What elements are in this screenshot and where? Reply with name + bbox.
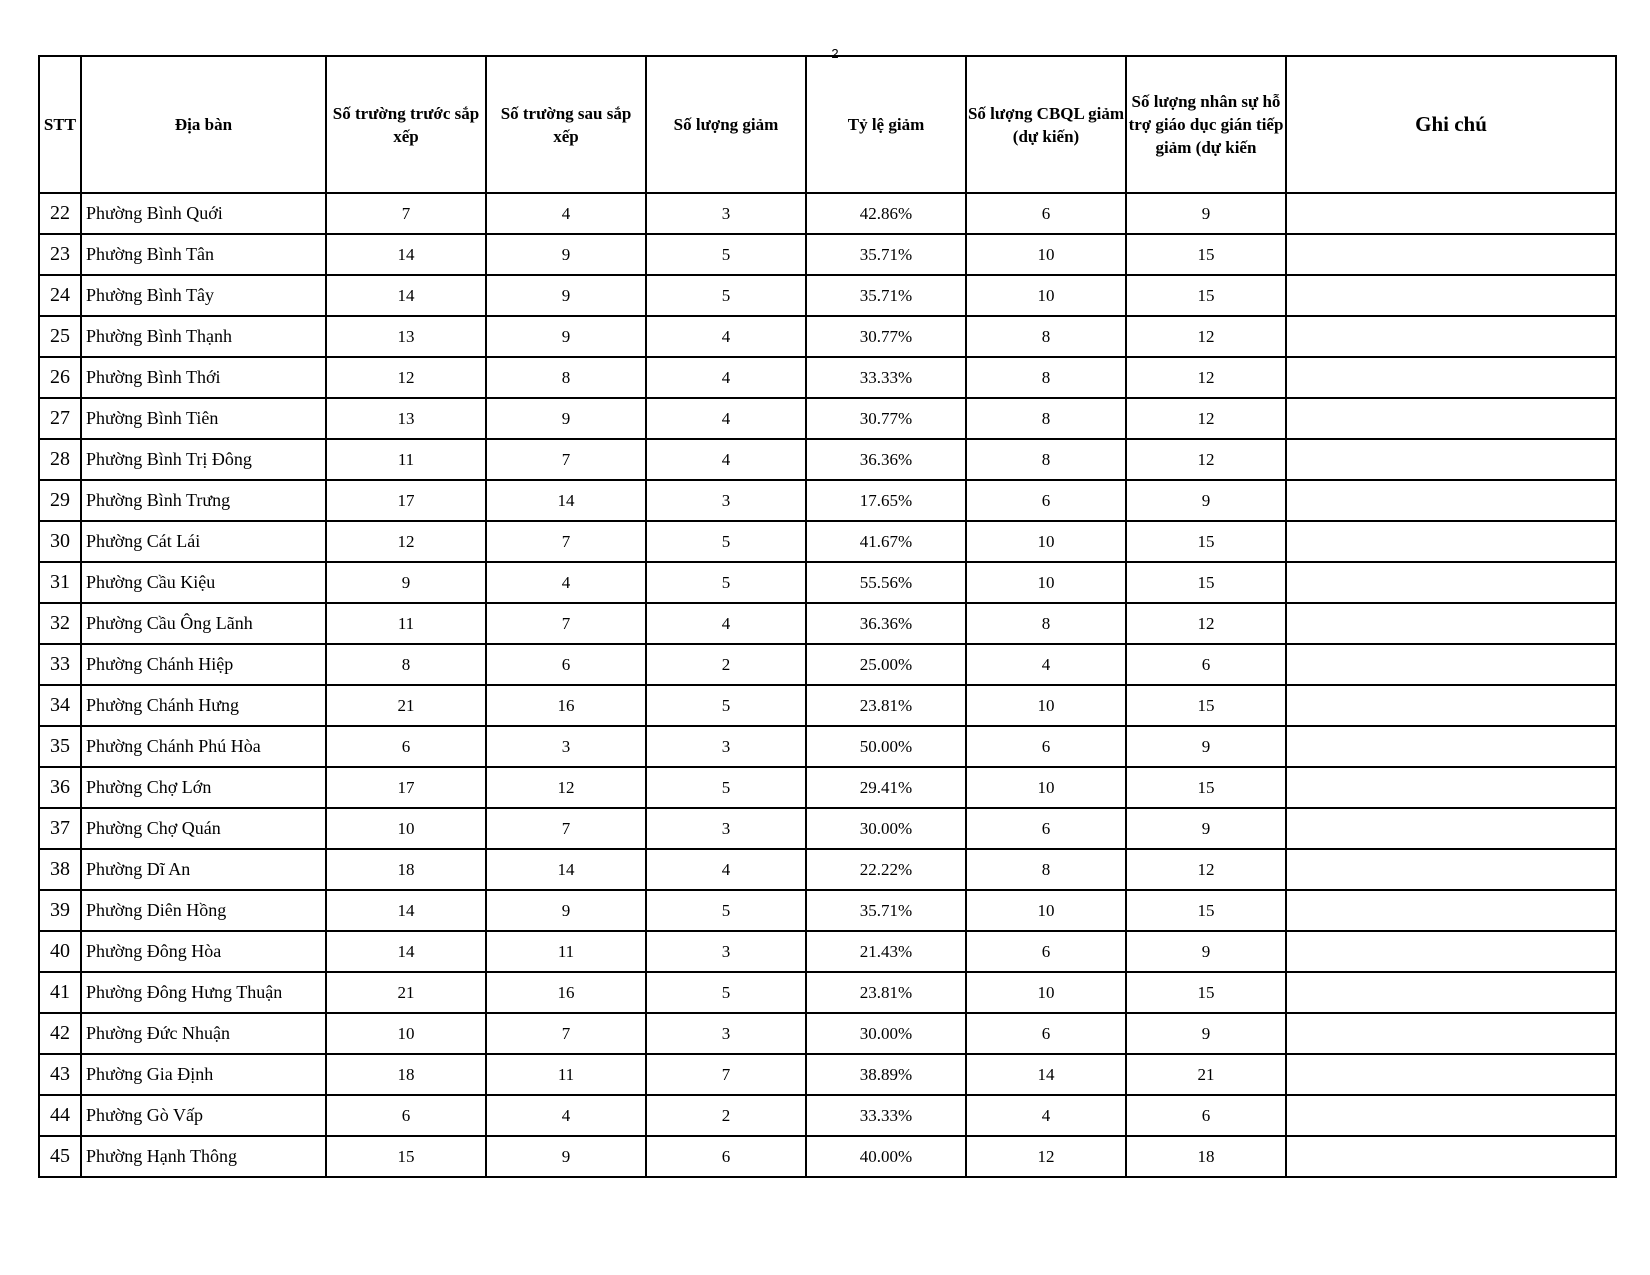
cell-schools-after: 7 — [486, 439, 646, 480]
cell-schools-before: 21 — [326, 685, 486, 726]
cell-area: Phường Chánh Phú Hòa — [81, 726, 326, 767]
cell-cbql-reduced: 10 — [966, 521, 1126, 562]
cell-schools-before: 10 — [326, 808, 486, 849]
cell-note — [1286, 521, 1616, 562]
cell-schools-after: 7 — [486, 603, 646, 644]
cell-reduction-rate: 30.00% — [806, 1013, 966, 1054]
cell-stt: 25 — [39, 316, 81, 357]
table-row — [39, 439, 1616, 480]
table-row — [39, 480, 1616, 521]
table-row — [39, 972, 1616, 1013]
cell-reduced-count: 5 — [646, 767, 806, 808]
cell-area: Phường Bình Tân — [81, 234, 326, 275]
cell-schools-after: 14 — [486, 480, 646, 521]
cell-reduction-rate: 38.89% — [806, 1054, 966, 1095]
cell-reduced-count: 5 — [646, 234, 806, 275]
header-support-staff-reduced: Số lượng nhân sự hỗ trợ giáo dục gián tiếp giảm (dự kiến — [1126, 56, 1286, 193]
cell-area: Phường Bình Tiên — [81, 398, 326, 439]
table-row — [39, 316, 1616, 357]
cell-area: Phường Gò Vấp — [81, 1095, 326, 1136]
cell-area: Phường Diên Hồng — [81, 890, 326, 931]
cell-stt: 24 — [39, 275, 81, 316]
cell-support-staff-reduced: 12 — [1126, 603, 1286, 644]
cell-area: Phường Bình Quới — [81, 193, 326, 234]
table-row — [39, 1095, 1616, 1136]
cell-support-staff-reduced: 9 — [1126, 808, 1286, 849]
cell-schools-after: 9 — [486, 1136, 646, 1177]
cell-reduction-rate: 22.22% — [806, 849, 966, 890]
cell-stt: 26 — [39, 357, 81, 398]
cell-schools-after: 7 — [486, 808, 646, 849]
cell-area: Phường Chợ Quán — [81, 808, 326, 849]
cell-reduced-count: 3 — [646, 726, 806, 767]
cell-schools-after: 4 — [486, 1095, 646, 1136]
cell-schools-after: 14 — [486, 849, 646, 890]
table-row — [39, 603, 1616, 644]
cell-cbql-reduced: 8 — [966, 849, 1126, 890]
cell-support-staff-reduced: 21 — [1126, 1054, 1286, 1095]
cell-area: Phường Đức Nhuận — [81, 1013, 326, 1054]
table-row — [39, 398, 1616, 439]
cell-cbql-reduced: 10 — [966, 972, 1126, 1013]
cell-reduced-count: 5 — [646, 521, 806, 562]
cell-note — [1286, 767, 1616, 808]
cell-cbql-reduced: 10 — [966, 275, 1126, 316]
cell-reduced-count: 3 — [646, 808, 806, 849]
cell-area: Phường Bình Trị Đông — [81, 439, 326, 480]
cell-note — [1286, 1054, 1616, 1095]
cell-schools-before: 13 — [326, 316, 486, 357]
cell-cbql-reduced: 8 — [966, 603, 1126, 644]
cell-reduction-rate: 41.67% — [806, 521, 966, 562]
cell-stt: 42 — [39, 1013, 81, 1054]
cell-support-staff-reduced: 9 — [1126, 726, 1286, 767]
table-header-row — [39, 56, 1616, 193]
cell-reduction-rate: 30.00% — [806, 808, 966, 849]
cell-reduction-rate: 35.71% — [806, 890, 966, 931]
cell-schools-after: 9 — [486, 234, 646, 275]
cell-stt: 43 — [39, 1054, 81, 1095]
cell-schools-after: 3 — [486, 726, 646, 767]
cell-schools-before: 15 — [326, 1136, 486, 1177]
cell-schools-after: 9 — [486, 316, 646, 357]
cell-reduced-count: 3 — [646, 193, 806, 234]
table-row — [39, 931, 1616, 972]
table-row — [39, 890, 1616, 931]
cell-cbql-reduced: 6 — [966, 480, 1126, 521]
table-row — [39, 275, 1616, 316]
cell-stt: 45 — [39, 1136, 81, 1177]
cell-note — [1286, 603, 1616, 644]
cell-schools-after: 7 — [486, 521, 646, 562]
cell-reduction-rate: 35.71% — [806, 275, 966, 316]
table-row — [39, 808, 1616, 849]
table-row — [39, 1054, 1616, 1095]
cell-reduced-count: 6 — [646, 1136, 806, 1177]
cell-support-staff-reduced: 15 — [1126, 890, 1286, 931]
cell-reduction-rate: 33.33% — [806, 1095, 966, 1136]
cell-support-staff-reduced: 15 — [1126, 562, 1286, 603]
cell-schools-before: 14 — [326, 234, 486, 275]
cell-reduction-rate: 21.43% — [806, 931, 966, 972]
cell-stt: 22 — [39, 193, 81, 234]
schools-reduction-table — [38, 55, 1617, 1178]
cell-stt: 38 — [39, 849, 81, 890]
header-reduced-count: Số lượng giảm — [646, 56, 806, 193]
cell-support-staff-reduced: 15 — [1126, 234, 1286, 275]
cell-note — [1286, 931, 1616, 972]
cell-stt: 40 — [39, 931, 81, 972]
cell-cbql-reduced: 6 — [966, 808, 1126, 849]
cell-reduction-rate: 55.56% — [806, 562, 966, 603]
cell-stt: 27 — [39, 398, 81, 439]
cell-stt: 23 — [39, 234, 81, 275]
cell-reduction-rate: 23.81% — [806, 972, 966, 1013]
cell-note — [1286, 849, 1616, 890]
cell-note — [1286, 808, 1616, 849]
cell-note — [1286, 234, 1616, 275]
cell-cbql-reduced: 10 — [966, 685, 1126, 726]
cell-reduced-count: 5 — [646, 275, 806, 316]
cell-schools-after: 6 — [486, 644, 646, 685]
table-row — [39, 521, 1616, 562]
cell-reduction-rate: 40.00% — [806, 1136, 966, 1177]
cell-note — [1286, 644, 1616, 685]
cell-stt: 29 — [39, 480, 81, 521]
cell-support-staff-reduced: 9 — [1126, 480, 1286, 521]
cell-area: Phường Bình Trưng — [81, 480, 326, 521]
cell-reduced-count: 7 — [646, 1054, 806, 1095]
cell-reduced-count: 5 — [646, 562, 806, 603]
cell-area: Phường Bình Thới — [81, 357, 326, 398]
cell-support-staff-reduced: 18 — [1126, 1136, 1286, 1177]
cell-note — [1286, 316, 1616, 357]
cell-schools-before: 6 — [326, 1095, 486, 1136]
header-note: Ghi chú — [1286, 56, 1616, 193]
table-row — [39, 193, 1616, 234]
cell-support-staff-reduced: 9 — [1126, 193, 1286, 234]
cell-schools-after: 12 — [486, 767, 646, 808]
cell-note — [1286, 480, 1616, 521]
cell-note — [1286, 685, 1616, 726]
table-row — [39, 644, 1616, 685]
cell-stt: 39 — [39, 890, 81, 931]
table-row — [39, 357, 1616, 398]
cell-cbql-reduced: 6 — [966, 726, 1126, 767]
table-row — [39, 685, 1616, 726]
cell-reduction-rate: 30.77% — [806, 398, 966, 439]
cell-schools-before: 12 — [326, 521, 486, 562]
cell-note — [1286, 275, 1616, 316]
cell-reduction-rate: 25.00% — [806, 644, 966, 685]
cell-support-staff-reduced: 15 — [1126, 767, 1286, 808]
cell-support-staff-reduced: 15 — [1126, 275, 1286, 316]
cell-support-staff-reduced: 6 — [1126, 644, 1286, 685]
cell-schools-before: 11 — [326, 603, 486, 644]
cell-cbql-reduced: 6 — [966, 1013, 1126, 1054]
cell-support-staff-reduced: 6 — [1126, 1095, 1286, 1136]
cell-support-staff-reduced: 9 — [1126, 931, 1286, 972]
cell-reduced-count: 5 — [646, 685, 806, 726]
cell-schools-before: 10 — [326, 1013, 486, 1054]
table-row — [39, 767, 1616, 808]
cell-note — [1286, 439, 1616, 480]
cell-reduced-count: 3 — [646, 931, 806, 972]
cell-area: Phường Đông Hưng Thuận — [81, 972, 326, 1013]
cell-note — [1286, 1095, 1616, 1136]
cell-reduced-count: 4 — [646, 398, 806, 439]
cell-support-staff-reduced: 12 — [1126, 357, 1286, 398]
cell-reduced-count: 4 — [646, 603, 806, 644]
cell-support-staff-reduced: 12 — [1126, 439, 1286, 480]
cell-schools-before: 7 — [326, 193, 486, 234]
cell-reduced-count: 4 — [646, 439, 806, 480]
cell-stt: 34 — [39, 685, 81, 726]
cell-schools-before: 13 — [326, 398, 486, 439]
cell-cbql-reduced: 10 — [966, 767, 1126, 808]
cell-stt: 30 — [39, 521, 81, 562]
cell-schools-after: 4 — [486, 193, 646, 234]
cell-schools-after: 16 — [486, 685, 646, 726]
cell-area: Phường Gia Định — [81, 1054, 326, 1095]
cell-schools-after: 4 — [486, 562, 646, 603]
cell-reduction-rate: 29.41% — [806, 767, 966, 808]
cell-reduced-count: 3 — [646, 480, 806, 521]
cell-area: Phường Chánh Hưng — [81, 685, 326, 726]
header-reduction-rate: Tỷ lệ giảm — [806, 56, 966, 193]
cell-cbql-reduced: 12 — [966, 1136, 1126, 1177]
cell-cbql-reduced: 4 — [966, 1095, 1126, 1136]
cell-area: Phường Bình Tây — [81, 275, 326, 316]
cell-reduction-rate: 36.36% — [806, 439, 966, 480]
cell-reduction-rate: 50.00% — [806, 726, 966, 767]
cell-support-staff-reduced: 15 — [1126, 972, 1286, 1013]
cell-note — [1286, 398, 1616, 439]
cell-reduction-rate: 35.71% — [806, 234, 966, 275]
cell-reduction-rate: 17.65% — [806, 480, 966, 521]
cell-schools-before: 14 — [326, 275, 486, 316]
cell-stt: 35 — [39, 726, 81, 767]
cell-schools-before: 18 — [326, 849, 486, 890]
cell-reduced-count: 5 — [646, 972, 806, 1013]
cell-schools-after: 9 — [486, 890, 646, 931]
cell-schools-before: 21 — [326, 972, 486, 1013]
cell-schools-before: 11 — [326, 439, 486, 480]
cell-reduced-count: 5 — [646, 890, 806, 931]
cell-reduced-count: 3 — [646, 1013, 806, 1054]
table-row — [39, 849, 1616, 890]
cell-area: Phường Chợ Lớn — [81, 767, 326, 808]
cell-reduction-rate: 42.86% — [806, 193, 966, 234]
cell-area: Phường Đông Hòa — [81, 931, 326, 972]
cell-reduced-count: 4 — [646, 849, 806, 890]
cell-stt: 32 — [39, 603, 81, 644]
page-number: 2 — [831, 46, 839, 61]
cell-area: Phường Cát Lái — [81, 521, 326, 562]
cell-schools-after: 16 — [486, 972, 646, 1013]
cell-note — [1286, 193, 1616, 234]
header-area: Địa bàn — [81, 56, 326, 193]
cell-support-staff-reduced: 12 — [1126, 316, 1286, 357]
cell-cbql-reduced: 10 — [966, 562, 1126, 603]
header-stt: STT — [39, 56, 81, 193]
cell-cbql-reduced: 10 — [966, 890, 1126, 931]
header-schools-after: Số trường sau sắp xếp — [486, 56, 646, 193]
cell-note — [1286, 890, 1616, 931]
cell-reduction-rate: 36.36% — [806, 603, 966, 644]
cell-cbql-reduced: 8 — [966, 357, 1126, 398]
cell-schools-before: 14 — [326, 931, 486, 972]
cell-support-staff-reduced: 12 — [1126, 849, 1286, 890]
cell-support-staff-reduced: 9 — [1126, 1013, 1286, 1054]
cell-support-staff-reduced: 12 — [1126, 398, 1286, 439]
cell-area: Phường Hạnh Thông — [81, 1136, 326, 1177]
cell-support-staff-reduced: 15 — [1126, 521, 1286, 562]
cell-schools-after: 7 — [486, 1013, 646, 1054]
cell-schools-after: 9 — [486, 398, 646, 439]
cell-schools-after: 11 — [486, 931, 646, 972]
cell-note — [1286, 1013, 1616, 1054]
table-row — [39, 234, 1616, 275]
cell-reduced-count: 4 — [646, 316, 806, 357]
table-row — [39, 726, 1616, 767]
cell-area: Phường Cầu Kiệu — [81, 562, 326, 603]
table-row — [39, 562, 1616, 603]
cell-reduction-rate: 23.81% — [806, 685, 966, 726]
cell-note — [1286, 562, 1616, 603]
cell-cbql-reduced: 4 — [966, 644, 1126, 685]
cell-schools-before: 9 — [326, 562, 486, 603]
cell-stt: 36 — [39, 767, 81, 808]
cell-area: Phường Dĩ An — [81, 849, 326, 890]
cell-schools-before: 6 — [326, 726, 486, 767]
cell-support-staff-reduced: 15 — [1126, 685, 1286, 726]
cell-schools-before: 12 — [326, 357, 486, 398]
cell-schools-after: 8 — [486, 357, 646, 398]
cell-note — [1286, 357, 1616, 398]
cell-cbql-reduced: 6 — [966, 931, 1126, 972]
cell-cbql-reduced: 8 — [966, 439, 1126, 480]
cell-note — [1286, 972, 1616, 1013]
cell-stt: 44 — [39, 1095, 81, 1136]
cell-reduction-rate: 30.77% — [806, 316, 966, 357]
table-row — [39, 1136, 1616, 1177]
cell-schools-before: 18 — [326, 1054, 486, 1095]
table-body — [39, 193, 1616, 1177]
cell-area: Phường Cầu Ông Lãnh — [81, 603, 326, 644]
cell-schools-before: 17 — [326, 767, 486, 808]
cell-cbql-reduced: 8 — [966, 316, 1126, 357]
cell-reduced-count: 4 — [646, 357, 806, 398]
cell-note — [1286, 1136, 1616, 1177]
cell-stt: 33 — [39, 644, 81, 685]
cell-area: Phường Bình Thạnh — [81, 316, 326, 357]
header-cbql-reduced: Số lượng CBQL giảm (dự kiến) — [966, 56, 1126, 193]
cell-area: Phường Chánh Hiệp — [81, 644, 326, 685]
cell-reduced-count: 2 — [646, 644, 806, 685]
cell-schools-before: 8 — [326, 644, 486, 685]
cell-reduced-count: 2 — [646, 1095, 806, 1136]
cell-cbql-reduced: 6 — [966, 193, 1126, 234]
cell-schools-before: 14 — [326, 890, 486, 931]
cell-schools-after: 9 — [486, 275, 646, 316]
cell-reduction-rate: 33.33% — [806, 357, 966, 398]
cell-stt: 41 — [39, 972, 81, 1013]
header-schools-before: Số trường trước sắp xếp — [326, 56, 486, 193]
cell-cbql-reduced: 14 — [966, 1054, 1126, 1095]
cell-stt: 37 — [39, 808, 81, 849]
table-row — [39, 1013, 1616, 1054]
cell-stt: 28 — [39, 439, 81, 480]
cell-cbql-reduced: 8 — [966, 398, 1126, 439]
cell-note — [1286, 726, 1616, 767]
cell-schools-before: 17 — [326, 480, 486, 521]
cell-stt: 31 — [39, 562, 81, 603]
cell-schools-after: 11 — [486, 1054, 646, 1095]
cell-cbql-reduced: 10 — [966, 234, 1126, 275]
